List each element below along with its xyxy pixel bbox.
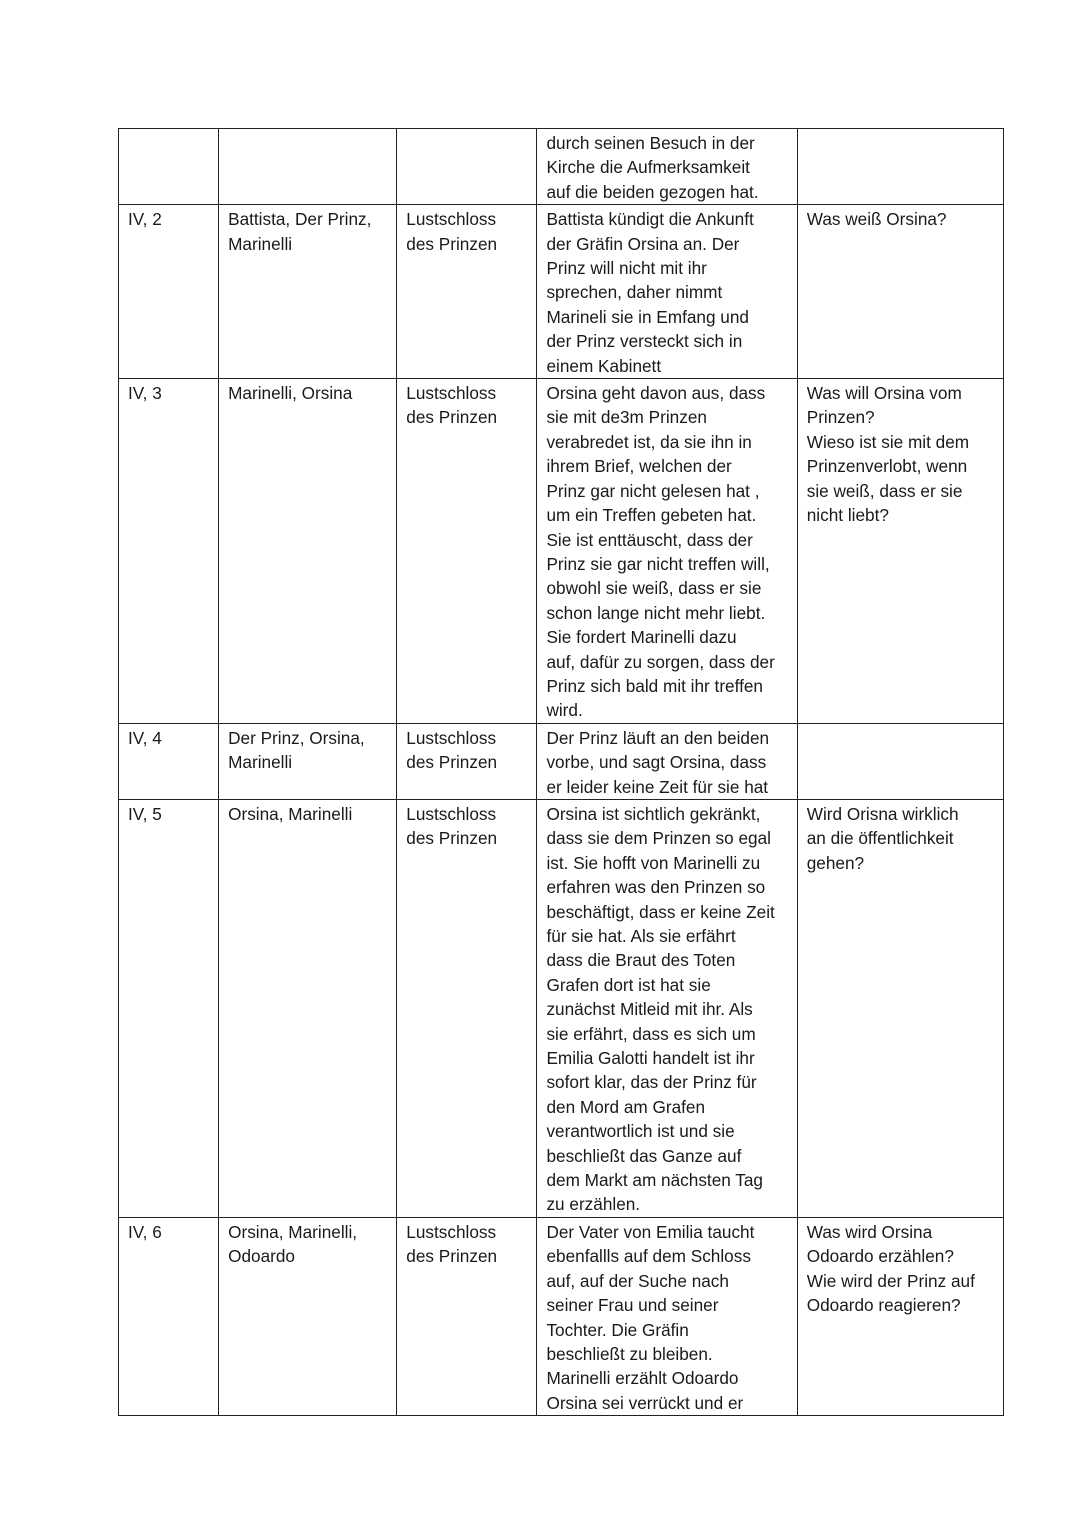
place-cell: Lustschloss des Prinzen xyxy=(397,205,537,379)
content-cell: durch seinen Besuch in der Kirche die Aufmerksamkeit auf die beiden gezogen hat. xyxy=(537,129,797,205)
table-row xyxy=(119,1217,1004,1415)
scene-cell: IV, 5 xyxy=(119,799,219,1217)
scene-cell: IV, 3 xyxy=(119,379,219,724)
questions-cell xyxy=(797,723,1003,799)
persons-cell: Marinelli, Orsina xyxy=(219,379,397,724)
place-cell xyxy=(397,129,537,205)
table-row xyxy=(119,205,1004,379)
questions-cell xyxy=(797,129,1003,205)
table-row xyxy=(119,129,1004,205)
persons-cell xyxy=(219,129,397,205)
place-cell: Lustschloss des Prinzen xyxy=(397,379,537,724)
persons-cell: Orsina, Marinelli, Odoardo xyxy=(219,1217,397,1415)
questions-cell: Was weiß Orsina? xyxy=(797,205,1003,379)
scene-cell: IV, 4 xyxy=(119,723,219,799)
table-row xyxy=(119,723,1004,799)
questions-cell: Was wird Orsina Odoardo erzählen? Wie wird der Prinz auf Odoardo reagieren? xyxy=(797,1217,1003,1415)
persons-cell: Orsina, Marinelli xyxy=(219,799,397,1217)
content-cell: Der Prinz läuft an den beiden vorbe, und sagt Orsina, dass er leider keine Zeit für sie hat xyxy=(537,723,797,799)
place-cell: Lustschloss des Prinzen xyxy=(397,723,537,799)
persons-cell: Battista, Der Prinz, Marinelli xyxy=(219,205,397,379)
scene-table xyxy=(118,128,1004,1416)
table-row xyxy=(119,799,1004,1217)
content-cell: Orsina geht davon aus, dass sie mit de3m Prinzen verabredet ist, da sie ihn in ihrem Brief, welchen der Prinz gar nicht gelesen hat , um ein Treffen gebeten hat. Sie ist enttäuscht, dass der Prinz sie gar nicht treffen will, obwohl sie weiß, dass er sie schon lange nicht mehr liebt. Sie fordert Marinelli dazu auf, dafür zu sorgen, dass der Prinz sich bald mit ihr treffen wird. xyxy=(537,379,797,724)
scene-cell: IV, 2 xyxy=(119,205,219,379)
scene-cell: IV, 6 xyxy=(119,1217,219,1415)
content-cell: Battista kündigt die Ankunft der Gräfin Orsina an. Der Prinz will nicht mit ihr sprechen, daher nimmt Marineli sie in Emfang und der Prinz versteckt sich in einem Kabinett xyxy=(537,205,797,379)
content-cell: Orsina ist sichtlich gekränkt, dass sie dem Prinzen so egal ist. Sie hofft von Marinelli zu erfahren was den Prinzen so beschäftigt, dass er keine Zeit für sie hat. Als sie erfährt dass die Braut des Toten Grafen dort ist hat sie zunächst Mitleid mit ihr. Als sie erfährt, dass es sich um Emilia Galotti handelt ist ihr sofort klar, das der Prinz für den Mord am Grafen verantwortlich ist und sie beschließt das Ganze auf dem Markt am nächsten Tag zu erzählen. xyxy=(537,799,797,1217)
place-cell: Lustschloss des Prinzen xyxy=(397,1217,537,1415)
persons-cell: Der Prinz, Orsina, Marinelli xyxy=(219,723,397,799)
questions-cell: Wird Orisna wirklich an die öffentlichkeit gehen? xyxy=(797,799,1003,1217)
place-cell: Lustschloss des Prinzen xyxy=(397,799,537,1217)
table-row xyxy=(119,379,1004,724)
scene-cell xyxy=(119,129,219,205)
content-cell: Der Vater von Emilia taucht ebenfallls auf dem Schloss auf, auf der Suche nach seiner Frau und seiner Tochter. Die Gräfin beschließt zu bleiben. Marinelli erzählt Odoardo Orsina sei verrückt und er xyxy=(537,1217,797,1415)
questions-cell: Was will Orsina vom Prinzen? Wieso ist sie mit dem Prinzenverlobt, wenn sie weiß, dass er sie nicht liebt? xyxy=(797,379,1003,724)
